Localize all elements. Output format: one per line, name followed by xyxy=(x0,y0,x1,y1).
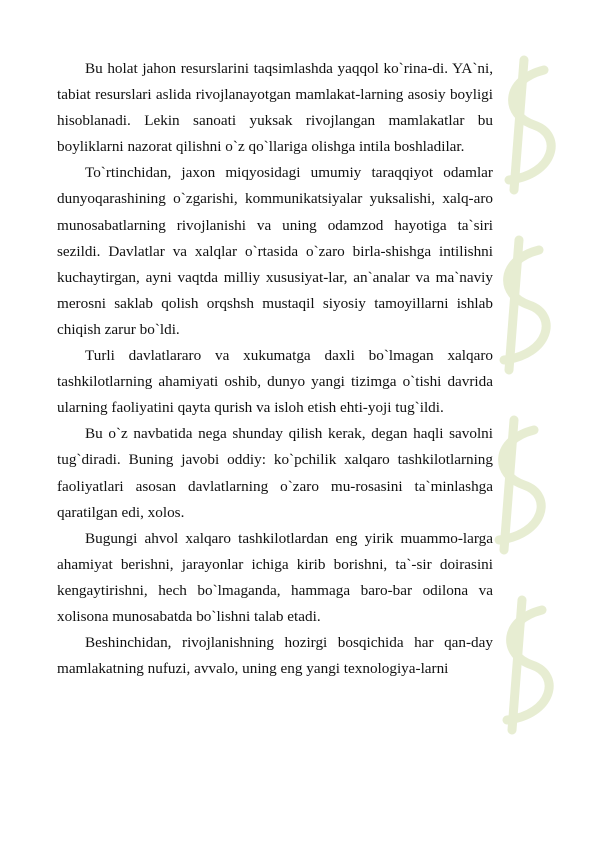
paragraph-2: To`rtinchidan, jaxon miqyosidagi umumiy taraqqiyot odamlar dunyoqarashining o`zgarishi, kommunikatsiyalar yuksalishi, xalq-aro munosabatlarning rivojlanishi va uning odamzod hayotiga ta`siri sezildi. Davlatlar va xalqlar o`rtasida o`zaro birla-shishga intilishni kuchaytirgan, ayni vaqtda milliy xususiyat-lar, an`analar va ma`naviy merosni saklab qolish orqshsh mustaqil siyosiy tamoyillarni ishlab chiqish zarur bo`ldi. xyxy=(57,164,493,338)
paragraph-5: Bugungi ahvol xalqaro tashkilotlardan eng yirik muammo-larga ahamiyat berishni, jarayonlar ichiga kirib borishni, ta`-sir doirasini kengaytirishni, hech bo`lmaganda, hammaga baro-bar odilona va xolisona munosabatda bo`lishni talab etadi. xyxy=(57,529,493,625)
paragraph-3: Turli davlatlararo va xukumatga daxli bo`lmagan xalqaro tashkilotlarning ahamiyati oshib, dunyo yangi tizimga o`tishi davrida ularning faoliyatini qayta qurish va isloh etish ehti-yoji tug`ildi. xyxy=(57,347,493,417)
watermark-mark-2 xyxy=(504,240,546,370)
watermark-mark-3 xyxy=(499,420,541,550)
watermark-mark-1 xyxy=(509,60,551,190)
paragraph-6: Beshinchidan, rivojlanishning hozirgi bosqichida har qan-day mamlakatning nufuzi, avvalo, uning eng yangi texnologiya-larni xyxy=(57,634,493,678)
paragraph-1: Bu holat jahon resurslarini taqsimlashda yaqqol ko`rina-di. YA`ni, tabiat resurslari aslida rivojlanayotgan mamlakat-larning asosiy boyligi hisoblanadi. Lekin sanoati yuksak rivojlangan mamlakatlar bu boyliklarni nazorat qilishni o`z qo`llariga olishga intila boshladilar. xyxy=(57,60,493,156)
document-body xyxy=(57,56,493,682)
watermark-mark-4 xyxy=(507,600,549,730)
paragraph-4: Bu o`z navbatida nega shunday qilish kerak, degan haqli savolni tug`diradi. Buning javobi oddiy: ko`pchilik xalqaro tashkilotlarning faoliyatlari asosan davlatlarning o`zaro mu-rosasini ta`minlashga qaratilgan edi, xolos. xyxy=(57,425,493,521)
